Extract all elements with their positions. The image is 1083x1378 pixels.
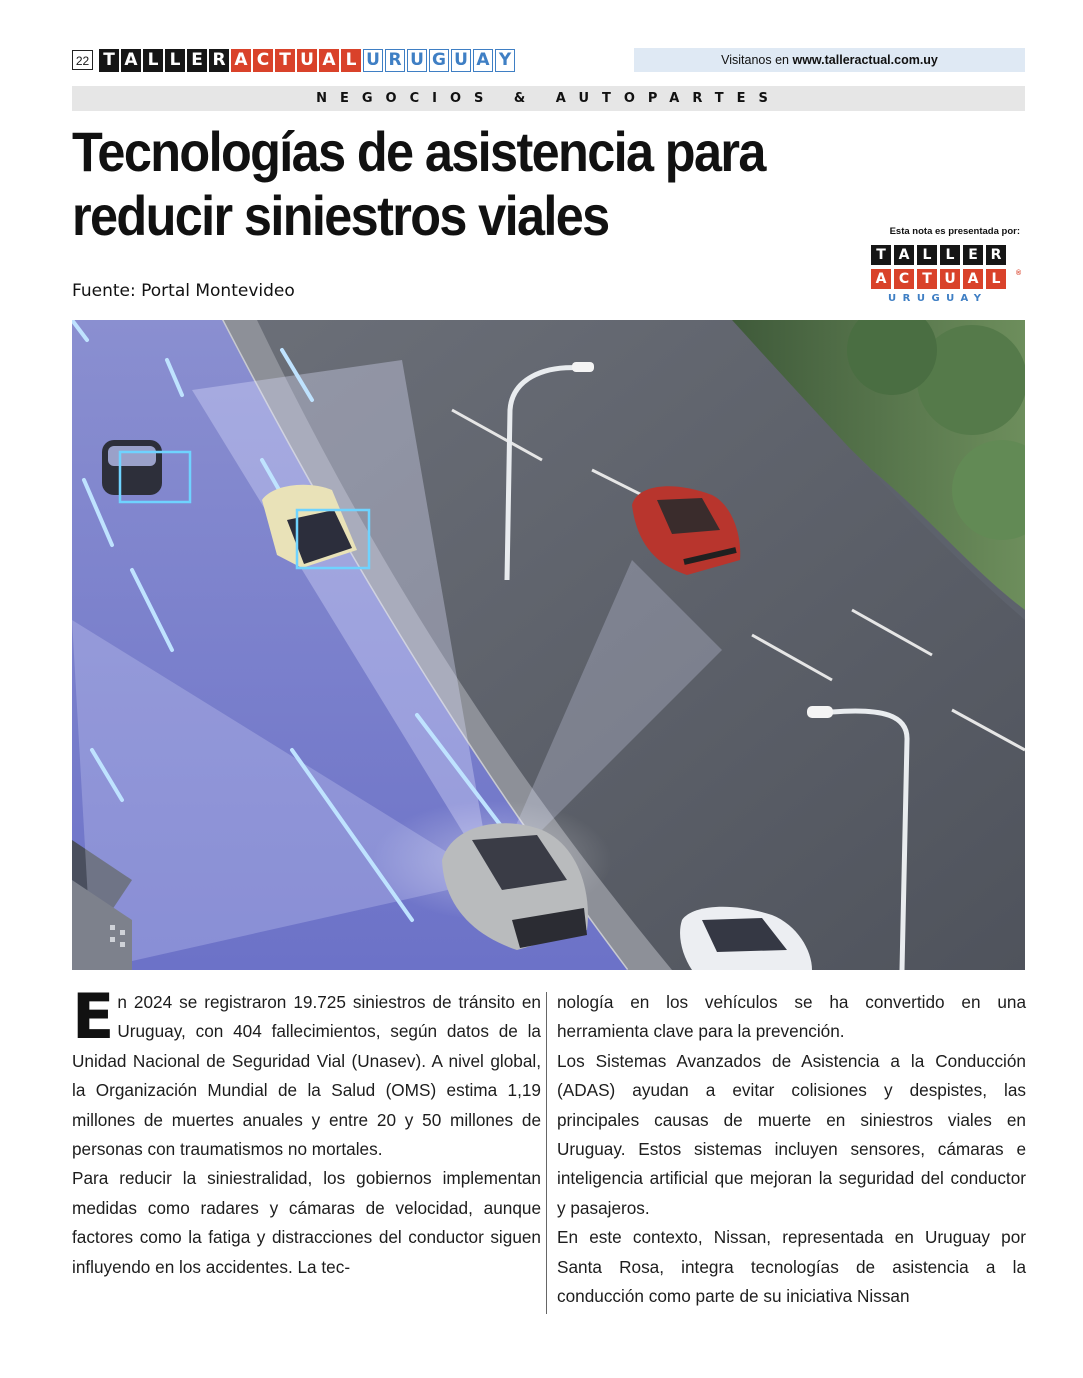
article-title-line-2: reducir siniestros viales [72, 184, 609, 247]
paragraph-text: n 2024 se registraron 19.725 siniestros de tránsito en Uruguay, con 404 fallecimientos, según datos de la Unidad Nacional de Seguridad Vial (Unasev). A nivel global, la Organización Mundial de la Salud (OMS) estima 1,19 millones de muertes anuales y entre 20 y 50 millones de personas con traumatismos no mortales. [72, 992, 541, 1160]
brand-letter: A [121, 49, 141, 72]
paragraph: nología en los vehículos se ha convertido en una herramienta clave para la prevención. [557, 992, 1026, 1042]
sponsor-letter: R [986, 245, 1006, 265]
sponsor-letter: A [894, 245, 914, 265]
column-divider [546, 992, 547, 1314]
sponsor-logo-row-2 [871, 269, 1006, 289]
brand-letter: R [209, 49, 229, 72]
brand-letter: L [341, 49, 361, 72]
drop-cap: E [72, 980, 115, 1053]
article-title [72, 120, 783, 248]
paragraph: Para reducir la siniestralidad, los gobiernos implementan medidas como radares y cámaras de velocidad, aunque factores como la fatiga y distracciones del conductor siguen influyendo en los accidentes. La tec- [72, 1168, 541, 1277]
column-1 [72, 980, 541, 1282]
sponsor-letter: E [963, 245, 983, 265]
paragraph: Los Sistemas Avanzados de Asistencia a la Conducción (ADAS) ayudan a evitar colisiones y despistes, las principales causas de muerte en siniestros viales en Uruguay. Estos sistemas incluyen sensores, cámaras e inteligencia artificial que mejoran la seguridad del conductor y pasajeros. [557, 1050, 1026, 1218]
brand-letter: U [363, 49, 383, 72]
brand-letter: R [385, 49, 405, 72]
brand-letter: E [187, 49, 207, 72]
article-title-line-1: Tecnologías de asistencia para [72, 120, 765, 183]
website-link[interactable]: www.talleractual.com.uy [792, 53, 938, 67]
brand-letter: A [319, 49, 339, 72]
section-banner: NEGOCIOS & AUTOPARTES [72, 86, 1025, 111]
brand-letter: T [99, 49, 119, 72]
sponsor-letter: T [917, 269, 937, 289]
brand-letter: U [407, 49, 427, 72]
brand-letter: G [429, 49, 449, 72]
article-source: Fuente: Portal Montevideo [72, 281, 295, 301]
brand-letter: A [473, 49, 493, 72]
article-photo [72, 320, 1025, 970]
brand-letter: Y [495, 49, 515, 72]
column-2 [557, 988, 1026, 1311]
registered-mark: ® [1016, 270, 1022, 277]
sponsor-letter: L [917, 245, 937, 265]
brand-letter: C [253, 49, 273, 72]
sponsor-letter: C [894, 269, 914, 289]
sponsor-subtitle: URUGUAY [888, 293, 988, 304]
brand-letter: A [231, 49, 251, 72]
brand-letter: L [143, 49, 163, 72]
brand-letter: L [165, 49, 185, 72]
brand-letter: T [275, 49, 295, 72]
article-body [72, 980, 1026, 1316]
sponsor-letter: T [871, 245, 891, 265]
sponsor-letter: U [940, 269, 960, 289]
page-number: 22 [72, 50, 93, 70]
masthead [72, 48, 1025, 74]
sponsor-box [858, 226, 1024, 306]
visit-prefix: Visitanos en [721, 53, 793, 67]
brand-letter: U [297, 49, 317, 72]
highway-illustration [72, 320, 1025, 970]
sponsor-letter: L [986, 269, 1006, 289]
sponsor-letter: L [940, 245, 960, 265]
sponsor-logo-row-1 [871, 245, 1006, 265]
brand-letter: U [451, 49, 471, 72]
sponsor-label: Esta nota es presentada por: [889, 226, 1020, 237]
paragraph: En este contexto, Nissan, representada en Uruguay por Santa Rosa, integra tecnologías de asistencia a la conducción como parte de su iniciativa Nissan [557, 1227, 1026, 1307]
paragraph [72, 980, 541, 1164]
sponsor-letter: A [871, 269, 891, 289]
brand-logo [99, 49, 515, 72]
sponsor-letter: A [963, 269, 983, 289]
website-banner [634, 48, 1025, 72]
